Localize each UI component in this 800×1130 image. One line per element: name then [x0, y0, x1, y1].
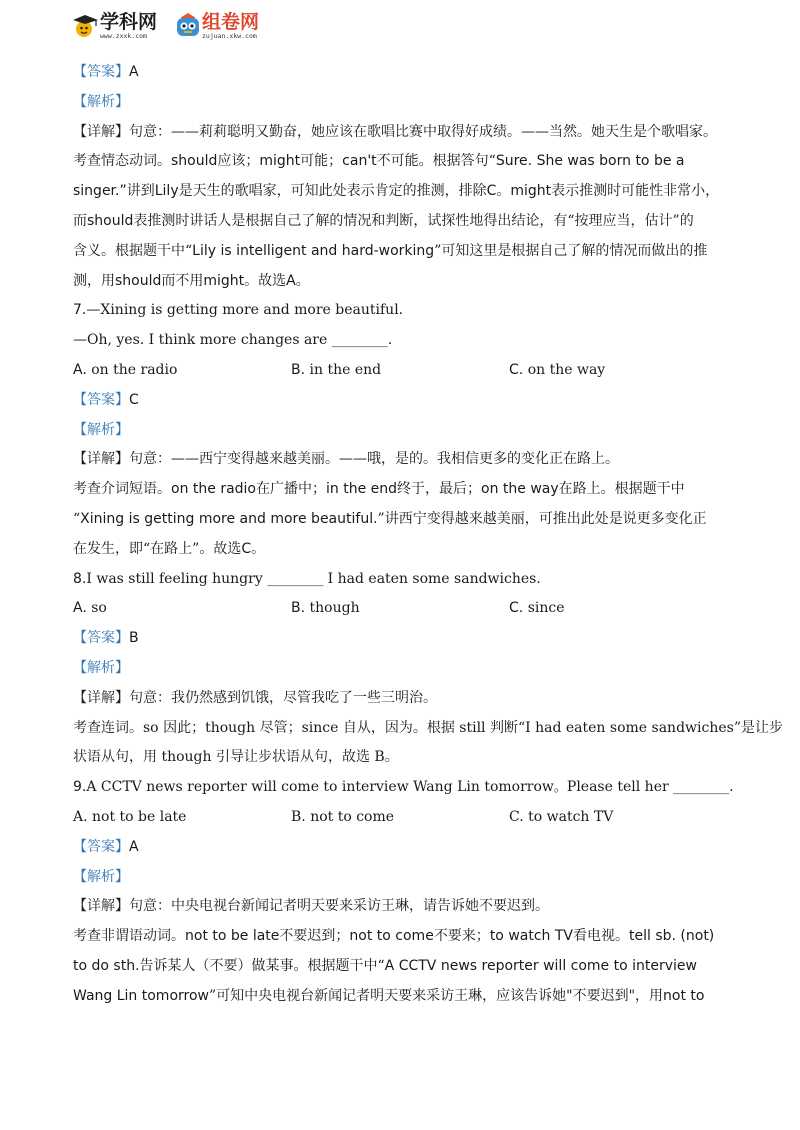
text-line — [73, 654, 733, 684]
text-segment: A — [129, 838, 139, 855]
zujuan-logo-text: 组卷网 — [202, 11, 260, 33]
text-segment: Sure. She was born to be a — [495, 153, 685, 170]
option-text: though — [309, 600, 360, 617]
option-text: C. — [509, 361, 528, 378]
text-line — [73, 743, 733, 773]
text-segment: 可能； — [300, 153, 343, 170]
text-segment: A CCTV news reporter will come to interview — [384, 957, 697, 974]
answer-option — [291, 356, 509, 386]
option-text: A. not to be late — [73, 808, 187, 825]
option-text: in the end — [309, 361, 382, 378]
answer-option — [73, 356, 291, 386]
document-body — [73, 58, 783, 1012]
text-segment: on the way — [481, 481, 559, 498]
text-segment: 而 — [73, 212, 87, 229]
page-header — [72, 10, 332, 46]
section-label: 【答案】 — [73, 391, 129, 408]
text-segment: 考查非谓语动词。 — [73, 928, 185, 945]
text-segment: 告诉某人（不要）做某事。根据题干中“ — [139, 957, 385, 974]
text-segment: Wang Lin tomorrow — [73, 987, 209, 1004]
text-segment: A — [286, 272, 296, 289]
text-line — [73, 624, 733, 654]
text-line — [73, 982, 733, 1012]
option-text: A. — [73, 600, 92, 617]
text-segment: ”讲西宁变得越来越美丽，可推出此处是说更多变化正 — [377, 510, 707, 527]
answer-option — [73, 803, 291, 833]
text-segment: 9. — [73, 779, 87, 796]
zxxk-logo-text: 学科网 — [100, 11, 158, 33]
text-segment: can't — [342, 153, 377, 170]
text-segment: I was still feeling hungry ________ I had eaten some sandwiches. — [86, 570, 541, 587]
text-line — [73, 386, 733, 416]
text-segment: 7. — [73, 302, 87, 319]
section-label: 【解析】 — [73, 659, 129, 676]
zujuan-logo-url: zujuan.xkw.com — [202, 32, 257, 40]
option-text: since — [527, 600, 565, 617]
robot-face-icon — [174, 12, 202, 40]
text-segment: 考查连词。so 因此；though 尽管；since 自从，因为。根据 still 判断“I had eaten some sandwiches”是让步 — [73, 719, 783, 736]
text-segment: A CCTV news reporter will come to interview Wang Lin tomorrow — [86, 779, 554, 796]
text-line — [73, 267, 733, 297]
text-segment: C。might — [486, 183, 552, 200]
text-segment: —Oh, yes. I think more changes are ________. — [73, 332, 393, 349]
text-segment: 讲到 — [126, 183, 155, 200]
text-segment: Please tell her ________. — [566, 779, 734, 796]
text-line — [73, 445, 733, 475]
text-line — [73, 833, 733, 863]
text-segment: 【详解】句意：——莉莉聪明又勤奋，她应该在歌唱比赛中取得好成绩。——当然。她天生是个歌唱家。 — [73, 123, 717, 140]
text-line — [73, 118, 733, 148]
text-segment: 8. — [73, 570, 87, 587]
zxxk-logo — [72, 12, 157, 40]
text-line — [73, 505, 733, 535]
text-segment: Xining is getting more and more beautiful. — [80, 510, 378, 527]
text-line — [73, 416, 733, 446]
answer-option — [509, 356, 727, 386]
section-label: 【答案】 — [73, 630, 129, 647]
text-segment: B — [129, 630, 139, 647]
text-segment: 。故选 — [244, 272, 287, 289]
zujuan-logo — [174, 12, 259, 40]
text-segment: not to be late — [185, 928, 280, 945]
text-segment: not to come — [349, 928, 434, 945]
text-segment: on the radio — [171, 481, 256, 498]
text-line — [73, 296, 733, 326]
text-segment: 【详解】句意：——西宁变得越来越美丽。——哦，是的。我相信更多的变化正在路上。 — [73, 451, 619, 468]
text-segment: 。 — [295, 272, 310, 289]
text-segment: 应该； — [217, 153, 260, 170]
option-text: on the way — [527, 361, 606, 378]
option-text: C. to watch TV — [509, 808, 614, 825]
text-segment: 不要迟到； — [279, 928, 350, 945]
text-line — [73, 714, 783, 744]
answer-options — [73, 356, 733, 386]
text-segment: 【详解】句意：我仍然感到饥饿，尽管我吃了一些三明治。 — [73, 689, 437, 706]
text-segment: ”可知这里是根据自己了解的情况而做出的推 — [434, 242, 708, 259]
text-segment: “ — [73, 510, 81, 527]
text-segment: 不要来； — [433, 928, 490, 945]
text-segment: in the end — [326, 481, 398, 498]
section-label: 【解析】 — [73, 421, 129, 438]
text-line — [73, 684, 733, 714]
text-line — [73, 475, 733, 505]
text-segment: 表推测时讲话人是根据自己了解的情况和判断，试探性地得出结论，有“按理应当，估计”的 — [133, 212, 694, 229]
text-segment: 在广播中； — [256, 481, 326, 498]
text-segment: should — [87, 212, 134, 229]
text-segment: tell sb. (not) — [629, 928, 715, 945]
text-segment: 不可能。根据答句“ — [376, 153, 496, 170]
text-segment: 【详解】句意：中央电视台新闻记者明天要来采访王琳，请告诉她不要迟到。 — [73, 898, 549, 915]
text-line — [73, 147, 733, 177]
text-line — [73, 565, 733, 595]
answer-option — [291, 594, 509, 624]
text-line — [73, 535, 733, 565]
text-segment: A — [129, 64, 139, 80]
text-segment: might — [203, 272, 245, 289]
section-label: 【解析】 — [73, 868, 129, 885]
answer-option — [509, 803, 727, 833]
text-line — [73, 88, 733, 118]
text-segment: —Xining is getting more and more beautiful. — [86, 302, 404, 319]
text-line — [73, 207, 733, 237]
answer-option — [291, 803, 509, 833]
option-text: C. — [509, 600, 528, 617]
text-segment: C — [129, 391, 139, 408]
text-segment: might — [259, 153, 301, 170]
graduate-cap-icon — [72, 12, 100, 40]
text-line — [73, 326, 733, 356]
text-segment: 看电视。 — [573, 928, 629, 945]
section-label: 【答案】 — [73, 838, 129, 855]
text-segment: should — [171, 153, 218, 170]
text-segment: 考查介词短语。 — [73, 481, 171, 498]
text-line — [73, 892, 733, 922]
answer-option — [509, 594, 727, 624]
text-segment: to do sth. — [73, 957, 140, 974]
text-line — [73, 922, 733, 952]
text-segment: not to — [663, 987, 705, 1004]
text-segment: 终于，最后； — [397, 481, 482, 498]
text-segment: should — [115, 272, 162, 289]
text-segment: 测，用 — [73, 272, 115, 289]
text-segment: Lily — [154, 183, 179, 200]
text-segment: C — [241, 540, 252, 557]
text-line — [73, 773, 733, 803]
option-text: so — [91, 600, 107, 617]
text-segment: 考查情态动词。 — [73, 153, 171, 170]
option-text: B. — [291, 361, 310, 378]
answer-options — [73, 803, 733, 833]
option-text: A. — [73, 361, 92, 378]
text-line — [73, 177, 733, 207]
text-segment: ”可知中央电视台新闻记者明天要来采访王琳，应该告诉她"不要迟到"，用 — [208, 987, 664, 1004]
text-line — [73, 863, 733, 893]
text-line — [73, 952, 733, 982]
text-line — [73, 237, 733, 267]
text-segment: to watch TV — [489, 928, 573, 945]
text-segment: 。 — [553, 780, 567, 796]
text-segment: 是天生的歌唱家，可知此处表示肯定的推测，排除 — [178, 183, 487, 200]
section-label: 【解析】 — [73, 93, 129, 110]
text-segment: singer.” — [73, 183, 127, 200]
text-segment: Lily is intelligent and hard-working — [192, 242, 435, 259]
answer-option — [73, 594, 291, 624]
option-text: B. not to come — [291, 808, 395, 825]
answer-options — [73, 594, 733, 624]
text-segment: 含义。根据题干中“ — [73, 242, 193, 259]
text-segment: 。 — [251, 540, 266, 557]
zxxk-logo-url: www.zxxk.com — [100, 32, 147, 40]
text-segment: 状语从句，用 though 引导让步状语从句，故选 B。 — [73, 749, 399, 766]
text-segment: 而不用 — [161, 272, 204, 289]
text-line — [73, 58, 733, 88]
section-label: 【答案】 — [73, 64, 129, 80]
option-text: on the radio — [91, 361, 178, 378]
option-text: B. — [291, 600, 310, 617]
text-segment: 表示推测时可能性非常小， — [551, 183, 720, 200]
text-segment: 在路上。根据题干中 — [558, 481, 685, 498]
text-segment: 在发生，即“在路上”。故选 — [73, 540, 242, 557]
